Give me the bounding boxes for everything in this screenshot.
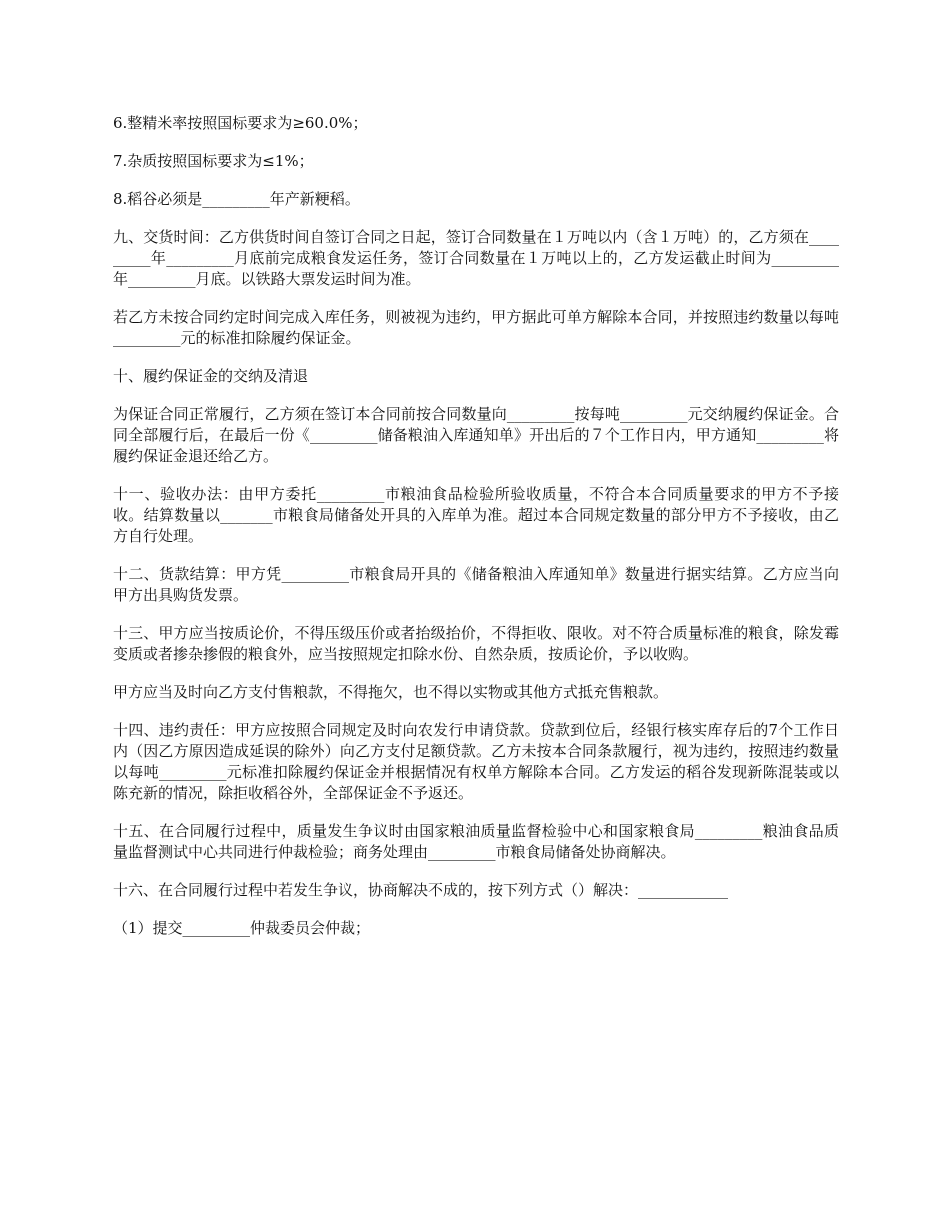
section-16-option-1: （1）提交_________仲裁委员会仲裁； <box>113 919 371 937</box>
section-13-payment: 甲方应当及时向乙方支付售粮款，不得拖欠，也不得以实物或其他方式抵充售粮款。 <box>113 683 669 701</box>
section-14-liability: 十四、违约责任：甲方应按照合同规定及时向农发行申请贷款。贷款到位后，经银行核实库存后的7个工作日内（因乙方原因造成延误的除外）向乙方支付足额贷款。乙方未按本合同条款履行，视为违约，按照违约数量以每吨_________元标准扣除履约保证金并根据情况有权单方解除本合同。乙方发运的稻谷发现新陈混装或以陈充新的情况，除拒收稻谷外，全部保证金不予返还。 <box>113 721 839 802</box>
section-16-dispute-resolution: 十六、在合同履行过程中若发生争议，协商解决不成的，按下列方式（）解决：____________ <box>113 881 729 899</box>
section-10-deposit: 为保证合同正常履行，乙方须在签订本合同前按合同数量向_________按每吨_________元交纳履约保证金。合同全部履行后，在最后一份《_________储备粮油入库通知单》开出后的７个工作日内，甲方通知_________将履约保证金退还给乙方。 <box>113 405 839 465</box>
clause-8-new-rice: 8.稻谷必须是_________年产新粳稻。 <box>113 190 360 208</box>
section-9-breach-note: 若乙方未按合同约定时间完成入库任务，则被视为违约，甲方据此可单方解除本合同，并按照违约数量以每吨_________元的标准扣除履约保证金。 <box>113 308 839 347</box>
section-12-settlement: 十二、货款结算：甲方凭_________市粮食局开具的《储备粮油入库通知单》数量进行据实结算。乙方应当向甲方出具购货发票。 <box>113 565 839 604</box>
section-15-dispute-inspection: 十五、在合同履行过程中，质量发生争议时由国家粮油质量监督检验中心和国家粮食局_________粮油食品质量监督测试中心共同进行仲裁检验；商务处理由_________市粮食局储备处协商解决。 <box>113 822 839 861</box>
clause-6-milled-rice-rate: 6.整精米率按照国标要求为≥60.0%； <box>113 114 368 132</box>
clause-7-impurity: 7.杂质按照国标要求为≤1%； <box>113 152 314 170</box>
section-9-delivery-time: 九、交货时间：乙方供货时间自签订合同之日起，签订合同数量在１万吨以内（含１万吨）的，乙方须在_________年_________月底前完成粮食发运任务，签订合同数量在１万吨以上的，乙方发运截止时间为_________年_________月底。以铁路大票发运时间为准。 <box>113 228 839 288</box>
section-13-quality-pricing: 十三、甲方应当按质论价，不得压级压价或者抬级抬价，不得拒收、限收。对不符合质量标准的粮食，除发霉变质或者掺杂掺假的粮食外，应当按照规定扣除水份、自然杂质，按质论价，予以收购。 <box>113 624 839 663</box>
section-10-heading: 十、履约保证金的交纳及清退 <box>113 367 309 385</box>
document-page <box>113 113 839 956</box>
section-11-inspection: 十一、验收办法：由甲方委托_________市粮油食品检验所验收质量，不符合本合同质量要求的甲方不予接收。结算数量以_______市粮食局储备处开具的入库单为准。超过本合同规定数量的部分甲方不予接收，由乙方自行处理。 <box>113 485 839 545</box>
